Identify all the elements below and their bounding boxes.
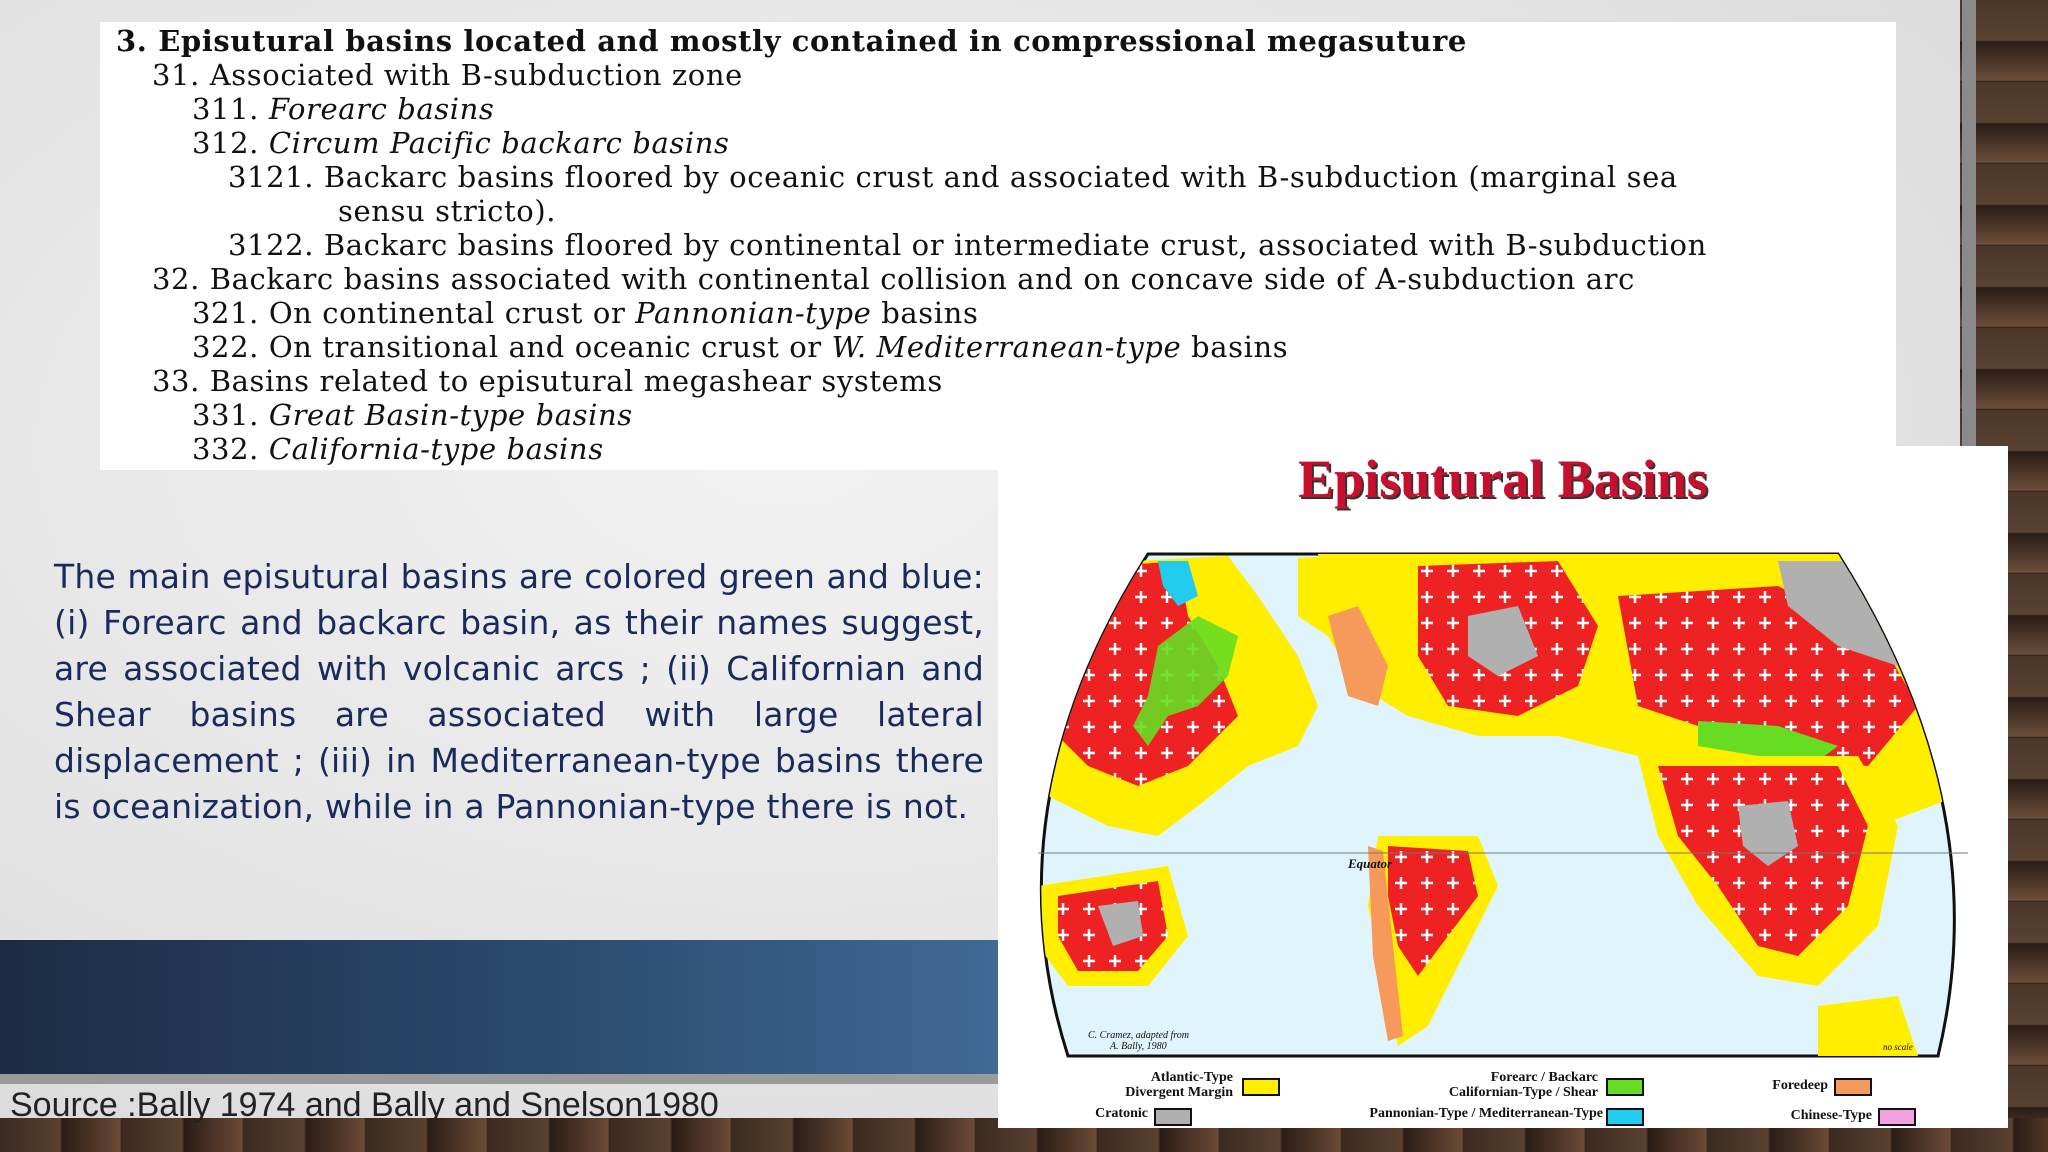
class-31 — [152, 58, 743, 92]
class-num: 332. — [192, 432, 259, 466]
classification-panel — [100, 22, 1896, 470]
legend-text: Californian-Type / Shear — [1448, 1085, 1598, 1100]
map-panel — [998, 446, 2008, 1128]
class-text: On transitional and oceanic crust or — [268, 330, 832, 364]
class-33 — [152, 364, 943, 398]
source-citation: Source :Bally 1974 and Bally and Snelson1980 — [10, 1086, 719, 1124]
class-text: Associated with B-subduction zone — [209, 58, 743, 92]
footer-band — [0, 940, 1000, 1074]
map-title: Episutural Basins — [1298, 449, 1708, 509]
world-map — [998, 506, 2008, 1106]
class-text-italic: W. Mediterranean-type — [831, 330, 1182, 364]
class-num: 32. — [152, 262, 200, 296]
class-num: 3. — [116, 24, 148, 58]
class-312 — [192, 126, 730, 160]
equator-label: Equator — [1348, 856, 1393, 871]
legend-pannonian-label — [1298, 1106, 1603, 1121]
legend-text: Forearc / Backarc — [1490, 1070, 1598, 1085]
class-3121 — [228, 160, 1678, 194]
class-text: Episutural basins located and mostly contained in compressional megasuture — [158, 24, 1467, 58]
class-num: 321. — [192, 296, 259, 330]
class-text: Backarc basins associated with continental collision and on concave side of A-subduction arc — [209, 262, 1635, 296]
class-num: 3122. — [228, 228, 315, 262]
map-scale-note: no scale — [1883, 1042, 1913, 1052]
class-32 — [152, 262, 1635, 296]
class-num: 312. — [192, 126, 259, 160]
legend-cratonic-label — [1058, 1106, 1148, 1121]
legend-chinese-label — [1718, 1108, 1872, 1123]
class-3122 — [228, 228, 1707, 262]
legend-text: Cratonic — [1095, 1106, 1148, 1121]
map-credit-1: C. Cramez, adapted from — [1088, 1030, 1190, 1041]
class-text: basins — [871, 296, 979, 330]
class-num: 311. — [192, 92, 259, 126]
class-num: 33. — [152, 364, 200, 398]
class-text: sensu stricto). — [338, 194, 557, 228]
class-num: 3121. — [228, 160, 315, 194]
class-332 — [192, 432, 604, 466]
class-num: 31. — [152, 58, 200, 92]
legend-cratonic-swatch — [1154, 1108, 1192, 1126]
class-311 — [192, 92, 494, 126]
class-num: 331. — [192, 398, 259, 432]
legend-chinese-swatch — [1878, 1108, 1916, 1126]
class-text: California-type basins — [268, 432, 604, 466]
class-text: Backarc basins floored by oceanic crust and associated with B-subduction (marginal sea — [323, 160, 1678, 194]
class-322 — [192, 330, 1288, 364]
class-text: basins — [1181, 330, 1289, 364]
class-num: 322. — [192, 330, 259, 364]
legend-text: Foredeep — [1772, 1078, 1828, 1093]
legend-atlantic-swatch — [1242, 1078, 1280, 1096]
vertical-rule — [1962, 0, 1976, 446]
class-text: Great Basin-type basins — [268, 398, 633, 432]
map-credit-2: A. Bally, 1980 — [1110, 1041, 1167, 1052]
class-3121-cont — [338, 194, 556, 228]
footer-rule — [0, 1074, 1000, 1084]
legend-foredeep-swatch — [1834, 1078, 1872, 1096]
description-paragraph: The main episutural basins are colored green and blue: (i) Forearc and backarc basin, as their names suggest, are associated with volcanic arcs ; (ii) Californian and Shear basins are associated with large lateral displacement ; (iii) in Mediterranean-type basins there is oceanization, while in a Pannonian-type there is not. — [54, 557, 984, 826]
legend-forearc-label — [1398, 1070, 1598, 1100]
legend-text: Divergent Margin — [1125, 1085, 1233, 1100]
legend-text: Pannonian-Type / Mediterranean-Type — [1369, 1106, 1603, 1121]
class-text: Circum Pacific backarc basins — [268, 126, 730, 160]
legend-text: Chinese-Type — [1790, 1108, 1872, 1123]
legend-atlantic-label — [1093, 1070, 1233, 1100]
legend-forearc-swatch — [1606, 1078, 1644, 1096]
class-331 — [192, 398, 633, 432]
legend-text: Atlantic-Type — [1150, 1070, 1233, 1085]
legend-pannonian-swatch — [1606, 1108, 1644, 1126]
class-321 — [192, 296, 978, 330]
class-text-italic: Pannonian-type — [635, 296, 872, 330]
legend-foredeep-label — [1718, 1078, 1828, 1093]
class-text: Backarc basins floored by continental or intermediate crust, associated with B-subduction — [323, 228, 1707, 262]
class-text: Forearc basins — [268, 92, 495, 126]
class-text: Basins related to episutural megashear systems — [209, 364, 943, 398]
class-3 — [116, 24, 1467, 58]
class-text: On continental crust or — [268, 296, 636, 330]
